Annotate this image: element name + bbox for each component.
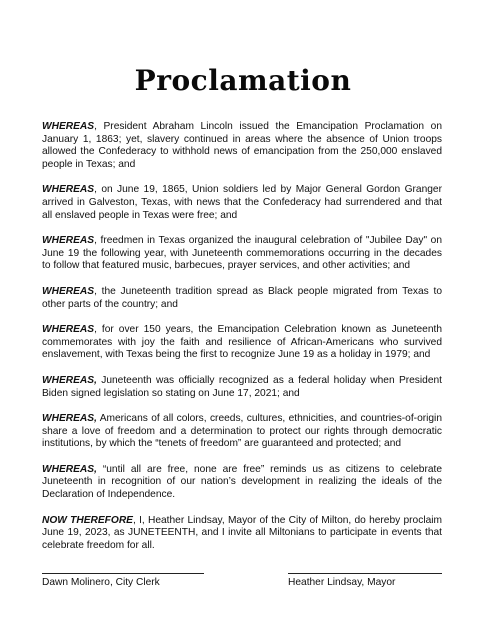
paragraph-text: , President Abraham Lincoln issued the Emancipation Proclamation on January 1, 1863; yet, slavery continued in areas where the absence of Union troops allowed the Confederacy to withhold news of emancipation from the 250,000 enslaved people in Texas; and (42, 121, 442, 170)
whereas-paragraph-5 (42, 324, 442, 362)
signature-block-mayor (288, 573, 442, 589)
whereas-paragraph-8 (42, 464, 442, 502)
paragraph-keyword: WHEREAS (42, 184, 95, 196)
signature-line (288, 573, 442, 574)
signature-line (42, 573, 204, 574)
paragraph-text: , I, Heather Lindsay, Mayor of the City of Milton, do hereby proclaim June 19, 2023, as JUNETEENTH, and I invite all Miltonians to participate in events that celebrate freedom for all. (42, 514, 442, 551)
whereas-paragraph-2 (42, 184, 442, 222)
document-title: Proclamation (134, 64, 352, 97)
paragraph-keyword: WHEREAS, (42, 413, 97, 425)
paragraph-keyword: WHEREAS, (42, 374, 97, 386)
paragraph-text: Americans of all colors, creeds, cultures, ethnicities, and countries-of-origin share a love of freedom and a determination to protect our rights through democratic institutions, by which the “tenets of freedom” are guaranteed and protected; and (42, 413, 442, 450)
whereas-paragraph-7 (42, 413, 442, 451)
paragraph-keyword: WHEREAS (42, 324, 95, 336)
whereas-paragraph-6 (42, 375, 442, 400)
paragraph-keyword: NOW THEREFORE (42, 514, 133, 526)
signature-name: Dawn Molinero, City Clerk (42, 577, 160, 588)
paragraph-text: , freedmen in Texas organized the inaugural celebration of "Jubilee Day" on June 19 the following year, with Juneteenth commemorations occurring in the decades to follow that featured music, barbecues, prayer services, and other activities; and (42, 235, 442, 272)
whereas-paragraph-3 (42, 235, 442, 273)
paragraph-keyword: WHEREAS (42, 285, 95, 297)
paragraph-keyword: WHEREAS, (42, 463, 97, 475)
paragraph-keyword: WHEREAS (42, 235, 95, 247)
paragraph-text: , on June 19, 1865, Union soldiers led by Major General Gordon Granger arrived in Galveston, Texas, with news that the Confederacy had surrendered and that all enslaved people in Texas were free; and (42, 184, 442, 221)
signature-block-clerk (42, 573, 204, 589)
paragraph-keyword: WHEREAS (42, 121, 95, 132)
now-therefore-paragraph (42, 515, 442, 553)
proclamation-body (42, 121, 442, 565)
paragraph-text: “until all are free, none are free” reminds us as citizens to celebrate Juneteenth in recognition of our nation’s development in realizing the ideals of the Declaration of Independence. (42, 463, 442, 501)
paragraph-text: , the Juneteenth tradition spread as Black people migrated from Texas to other parts of the country; and (42, 285, 442, 310)
whereas-paragraph-4 (42, 286, 442, 311)
whereas-paragraph-1 (42, 121, 442, 171)
signature-name: Heather Lindsay, Mayor (288, 577, 396, 588)
paragraph-text: Juneteenth was officially recognized as a federal holiday when President Biden signed legislation so stating on June 17, 2021; and (42, 374, 442, 399)
paragraph-text: , for over 150 years, the Emancipation Celebration known as Juneteenth commemorates with joy the faith and resilience of African-Americans who survived enslavement, with Texas being the first to recognize June 19 as a holiday in 1979; and (42, 324, 442, 361)
